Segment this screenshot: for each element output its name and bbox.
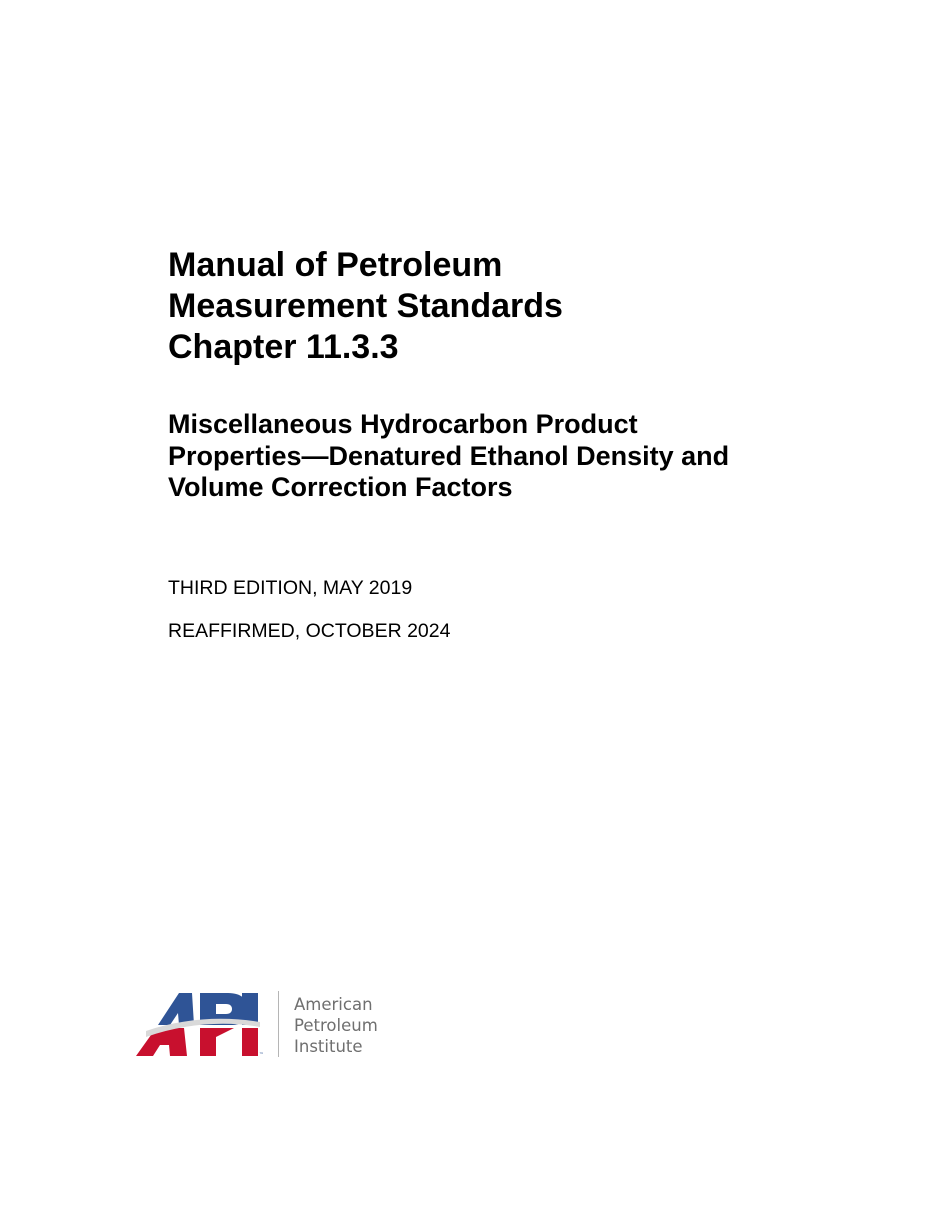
title-line: Measurement Standards <box>168 287 563 325</box>
api-logo-p-red <box>200 1028 234 1056</box>
document-subtitle <box>168 409 729 504</box>
organization-name <box>294 994 378 1057</box>
reaffirmed-text: REAFFIRMED, OCTOBER 2024 <box>168 620 451 642</box>
title-line: Chapter 11.3.3 <box>168 328 399 366</box>
org-name-line: Institute <box>294 1037 363 1056</box>
logo-divider <box>278 991 279 1057</box>
api-logo-a-blue <box>158 993 194 1025</box>
api-logo-a-red <box>136 1028 187 1056</box>
document-title <box>168 245 563 368</box>
title-line: Manual of Petroleum <box>168 246 503 284</box>
edition-text: THIRD EDITION, MAY 2019 <box>168 577 413 599</box>
subtitle-line: Volume Correction Factors <box>168 472 513 502</box>
api-logo-mark <box>136 993 260 1056</box>
subtitle-line: Miscellaneous Hydrocarbon Product <box>168 409 638 439</box>
api-logo-i-red <box>242 1028 258 1056</box>
org-name-line: American <box>294 995 373 1014</box>
org-name-line: Petroleum <box>294 1016 378 1035</box>
api-logo-trademark: ™ <box>259 1052 264 1058</box>
subtitle-line: Properties—Denatured Ethanol Density and <box>168 440 730 471</box>
